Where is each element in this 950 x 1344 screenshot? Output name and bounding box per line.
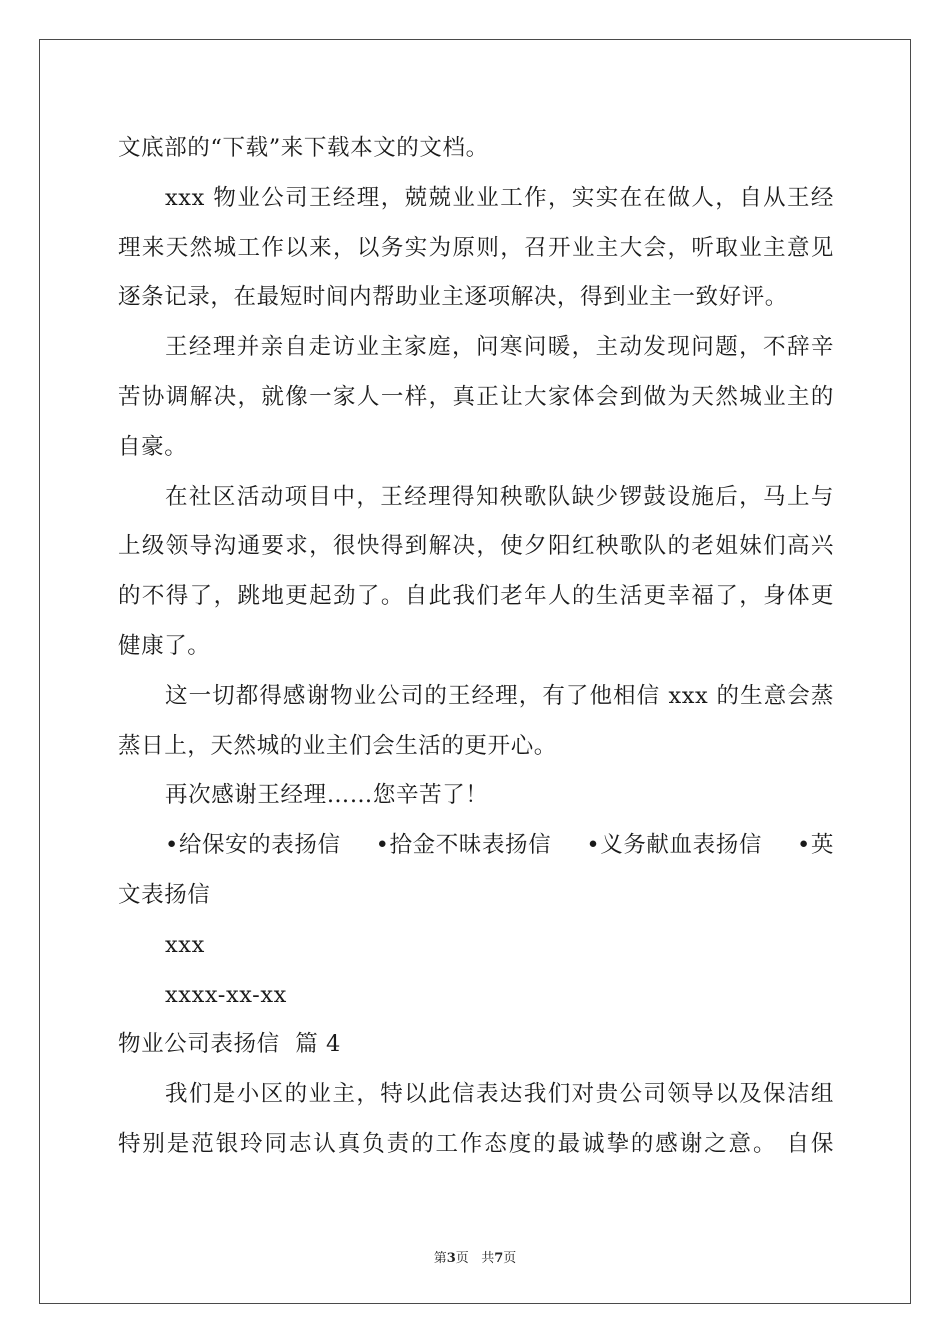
related-links-row xyxy=(118,821,834,871)
paragraph-line: 特别是范银玲同志认真负责的工作态度的最诚挚的感谢之意。 自保 xyxy=(118,1130,834,1157)
closing-line: 再次感谢王经理……您辛苦了！ xyxy=(165,782,489,809)
paragraph-line: 逐条记录，在最短时间内帮助业主逐项解决，得到业主一致好评。 xyxy=(118,284,788,311)
paragraph-line: 我们是小区的业主，特以此信表达我们对贵公司领导以及保洁组 xyxy=(165,1081,834,1108)
total-pages-number: 7 xyxy=(494,1251,504,1266)
related-link[interactable]: •拾金不昧表扬信 xyxy=(375,832,552,859)
paragraph-line: 蒸日上，天然城的业主们会生活的更开心。 xyxy=(118,732,557,759)
related-link[interactable]: •英 xyxy=(797,832,834,859)
related-link[interactable]: •义务献血表扬信 xyxy=(586,832,762,859)
paragraph-line: 自豪。 xyxy=(118,433,188,460)
related-link[interactable]: •给保安的表扬信 xyxy=(165,832,341,859)
document-body xyxy=(118,124,834,1170)
paragraph-line: 这一切都得感谢物业公司的王经理，有了他相信 xxx 的生意会蒸 xyxy=(165,682,834,709)
related-link-continuation[interactable]: 文表扬信 xyxy=(118,881,211,908)
page-footer xyxy=(0,1247,950,1266)
signature-date: xxxx-xx-xx xyxy=(165,981,287,1008)
footer-prefix: 第 xyxy=(433,1251,447,1266)
footer-middle: 页 共 xyxy=(455,1251,495,1266)
current-page-number: 3 xyxy=(446,1251,456,1266)
paragraph-line: 上级领导沟通要求，很快得到解决，使夕阳红秧歌队的老姐妹们高兴 xyxy=(118,533,834,560)
signature-name: xxx xyxy=(165,931,205,958)
paragraph-line: 苦协调解决，就像一家人一样，真正让大家体会到做为天然城业主的 xyxy=(118,383,834,410)
text-line: 文底部的“下载”来下载本文的文档。 xyxy=(118,135,489,161)
paragraph-line: 王经理并亲自走访业主家庭，问寒问暖，主动发现问题，不辞辛 xyxy=(165,334,834,361)
footer-suffix: 页 xyxy=(503,1251,517,1266)
paragraph-line: 理来天然城工作以来，以务实为原则，召开业主大会，听取业主意见 xyxy=(118,234,834,261)
paragraph-line: 的不得了，跳地更起劲了。自此我们老年人的生活更幸福了，身体更 xyxy=(118,583,834,610)
paragraph-line: 健康了。 xyxy=(118,632,211,659)
paragraph-line: 在社区活动项目中，王经理得知秧歌队缺少锣鼓设施后，马上与 xyxy=(165,483,834,510)
section-title: 物业公司表扬信 篇 4 xyxy=(118,1031,341,1058)
paragraph-line: xxx 物业公司王经理，兢兢业业工作，实实在在做人，自从王经 xyxy=(165,184,834,211)
